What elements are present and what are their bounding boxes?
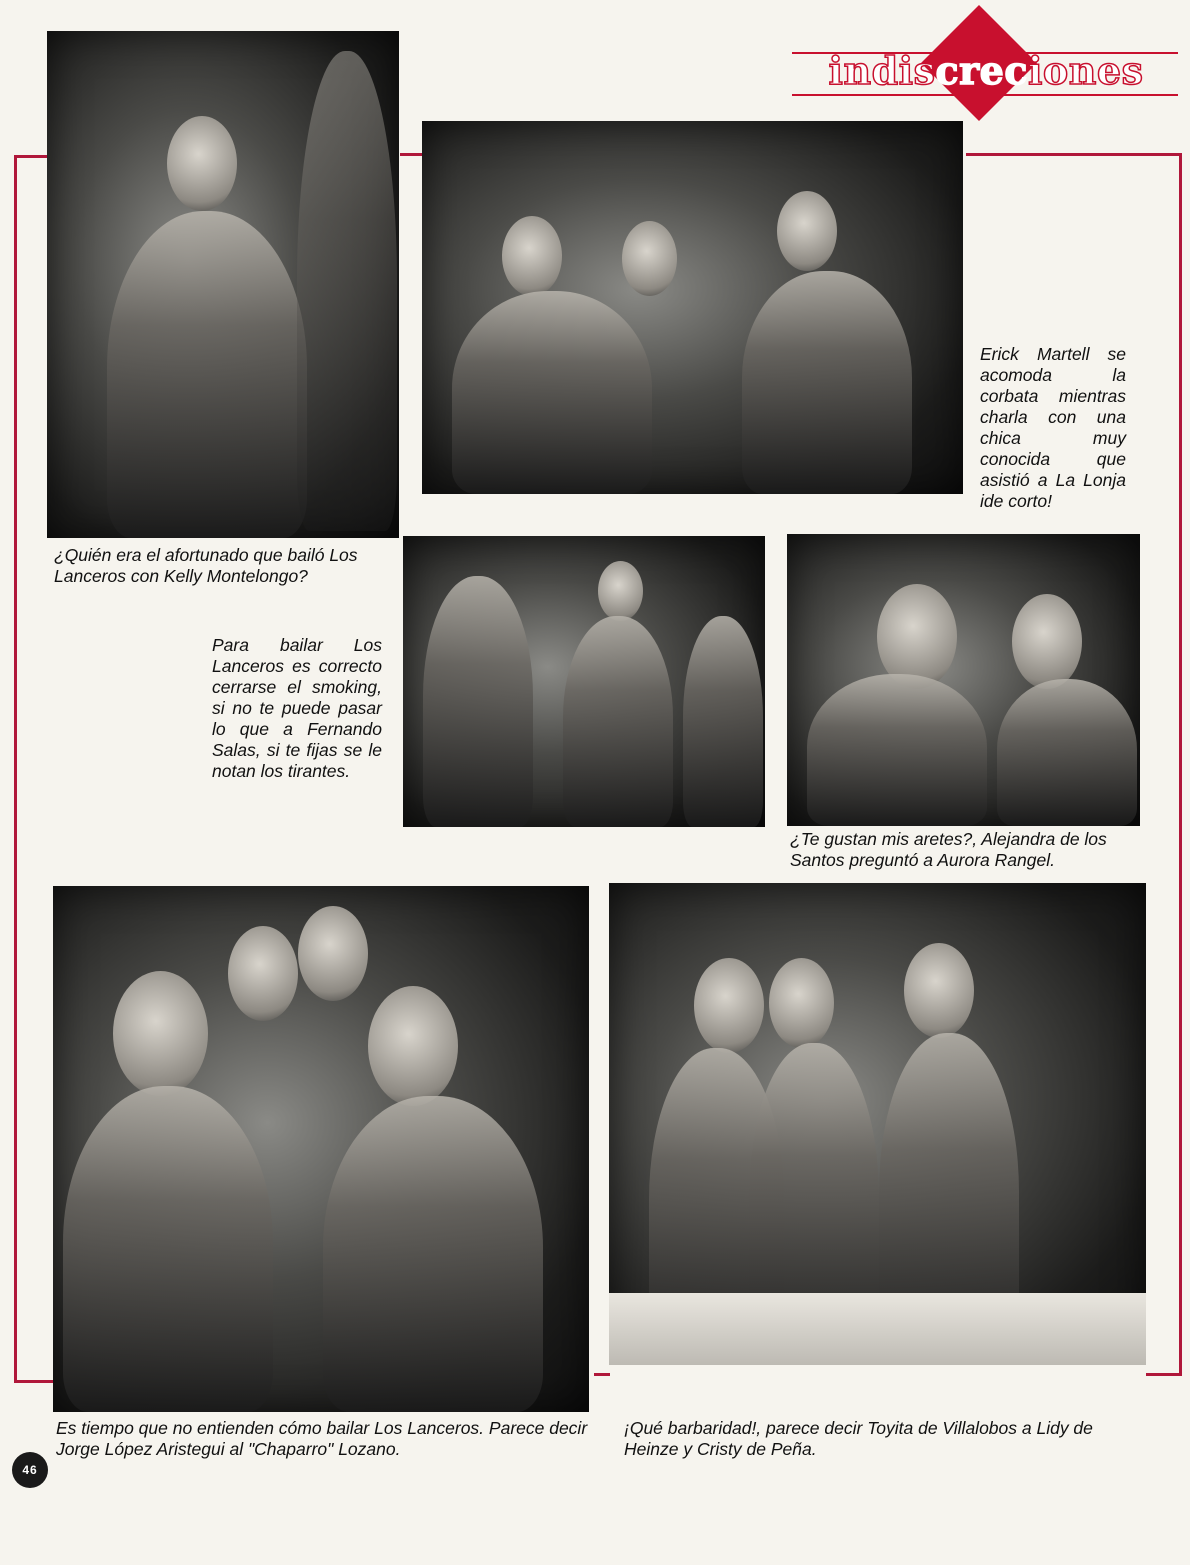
- caption-fernando-salas: Para bailar Los Lanceros es correcto cerrarse el smoking, si no te puede pasar lo que a Fernando Salas, si te fijas se le notan los tirantes.: [212, 635, 382, 781]
- photo-kelly-montelongo: [47, 31, 399, 538]
- section-header: [792, 50, 1178, 96]
- photo-figure-head: [368, 986, 458, 1106]
- photo-figure-body: [107, 211, 307, 538]
- photo-figure-head: [904, 943, 974, 1038]
- frame-line-right: [1179, 153, 1182, 1376]
- photo-figure-head: [622, 221, 677, 296]
- photo-figure-head: [1012, 594, 1082, 689]
- frame-line-right-top: [966, 153, 1182, 156]
- photo-figure-head: [777, 191, 837, 271]
- frame-line-right-bottom: [1146, 1373, 1182, 1376]
- photo-buffet-table: [609, 1293, 1146, 1365]
- caption-toyita-villalobos: ¡Qué barbaridad!, parece decir Toyita de Villalobos a Lidy de Heinze y Cristy de Peña.: [624, 1418, 1093, 1459]
- photo-figure-head: [167, 116, 237, 211]
- section-title-mid: crec: [935, 48, 1028, 93]
- photo-toyita-villalobos: [609, 883, 1146, 1365]
- photo-figure-body: [423, 576, 533, 827]
- photo-figure-head: [228, 926, 298, 1021]
- frame-line-left-top: [14, 155, 50, 158]
- frame-line-mid-top: [400, 153, 424, 156]
- photo-figure-body: [683, 616, 763, 827]
- photo-fernando-salas: [403, 536, 765, 827]
- caption-jorge-lopez-aristegui: Es tiempo que no entienden cómo bailar Los Lanceros. Parece decir Jorge López Aristegui al "Chaparro" Lozano.: [56, 1418, 588, 1459]
- photo-figure-head: [598, 561, 643, 621]
- photo-jorge-lopez-aristegui: [53, 886, 589, 1412]
- photo-figure-body: [323, 1096, 543, 1412]
- photo-alejandra-aurora: [787, 534, 1140, 826]
- frame-line-mid-bottom: [594, 1373, 610, 1376]
- caption-erick-martell: Erick Martell se acomoda la corbata mientras charla con una chica muy conocida que asistió a La Lonja ide corto!: [980, 344, 1126, 511]
- photo-figure-body: [997, 679, 1137, 826]
- section-title: [806, 48, 1166, 93]
- photo-figure-body: [63, 1086, 273, 1412]
- photo-figure-head: [502, 216, 562, 296]
- section-title-prefix: indis: [828, 48, 936, 93]
- photo-figure-head: [298, 906, 368, 1001]
- photo-figure-head: [694, 958, 764, 1053]
- photo-figure-head: [113, 971, 208, 1096]
- caption-aretes: ¿Te gustan mis aretes?, Alejandra de los Santos preguntó a Aurora Rangel.: [790, 829, 1107, 870]
- photo-figure-head: [769, 958, 834, 1048]
- photo-figure-body: [563, 616, 673, 827]
- caption-kelly-montelongo: ¿Quién era el afortunado que bailó Los Lanceros con Kelly Montelongo?: [54, 545, 358, 586]
- photo-figure-body: [452, 291, 652, 494]
- section-title-suffix: iones: [1027, 48, 1144, 93]
- photo-figure-body: [807, 674, 987, 826]
- photo-figure-body: [742, 271, 912, 494]
- photo-erick-martell: [422, 121, 963, 494]
- page-number: 46: [12, 1452, 48, 1488]
- photo-figure-body: [297, 51, 397, 531]
- frame-line-left: [14, 155, 17, 1383]
